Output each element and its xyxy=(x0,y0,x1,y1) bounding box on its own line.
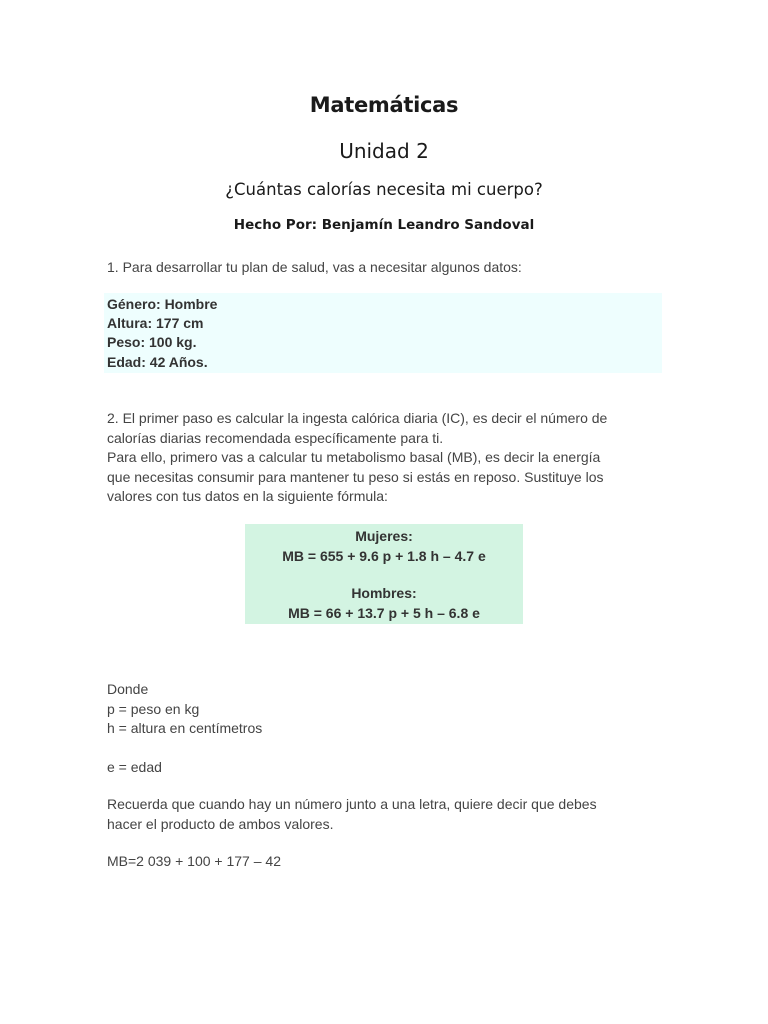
women-label: Mujeres: xyxy=(355,528,413,544)
legend-age-line: e = edad xyxy=(107,759,162,775)
legend-line: h = altura en centímetros xyxy=(107,720,263,736)
calculation-line: MB=2 039 + 100 + 177 – 42 xyxy=(107,853,281,869)
age-line: Edad: 42 Años. xyxy=(107,354,208,370)
document-title: Matemáticas xyxy=(309,93,459,117)
section2-line: calorías diarias recomendada específicamente para ti. xyxy=(107,429,444,446)
section2-line: Para ello, primero vas a calcular tu metabolismo basal (MB), es decir la energía xyxy=(107,449,601,465)
section2-line: valores con tus datos en la siguiente fórmula: xyxy=(107,488,388,504)
weight-line: Peso: 100 kg. xyxy=(107,334,197,350)
height-line: Altura: 177 cm xyxy=(107,315,204,331)
women-formula: MB = 655 + 9.6 p + 1.8 h – 4.7 e xyxy=(282,548,486,564)
gender-line: Género: Hombre xyxy=(107,296,218,312)
document-question: ¿Cuántas calorías necesita mi cuerpo? xyxy=(225,180,543,199)
section2-paragraph xyxy=(107,409,667,507)
formula-box xyxy=(245,524,523,624)
section1-intro: 1. Para desarrollar tu plan de salud, vas a necesitar algunos datos: xyxy=(107,259,522,275)
men-label: Hombres: xyxy=(351,585,417,601)
variable-legend xyxy=(107,680,667,739)
section2-line: 2. El primer paso es calcular la ingesta calórica diaria (IC), es decir el número de xyxy=(107,410,608,426)
document-subtitle: Unidad 2 xyxy=(339,139,429,163)
legend-line: Donde xyxy=(107,681,149,697)
document-author: Hecho Por: Benjamín Leandro Sandoval xyxy=(233,217,535,233)
men-formula: MB = 66 + 13.7 p + 5 h – 6.8 e xyxy=(288,605,480,621)
reminder-line: hacer el producto de ambos valores. xyxy=(107,815,334,832)
reminder-line: Recuerda que cuando hay un número junto a una letra, quiere decir que debes xyxy=(107,796,597,812)
legend-line: p = peso en kg xyxy=(107,700,200,717)
personal-data-box xyxy=(104,293,662,373)
reminder-paragraph xyxy=(107,795,667,834)
section2-line: que necesitas consumir para mantener tu peso si estás en reposo. Sustituye los xyxy=(107,468,604,485)
